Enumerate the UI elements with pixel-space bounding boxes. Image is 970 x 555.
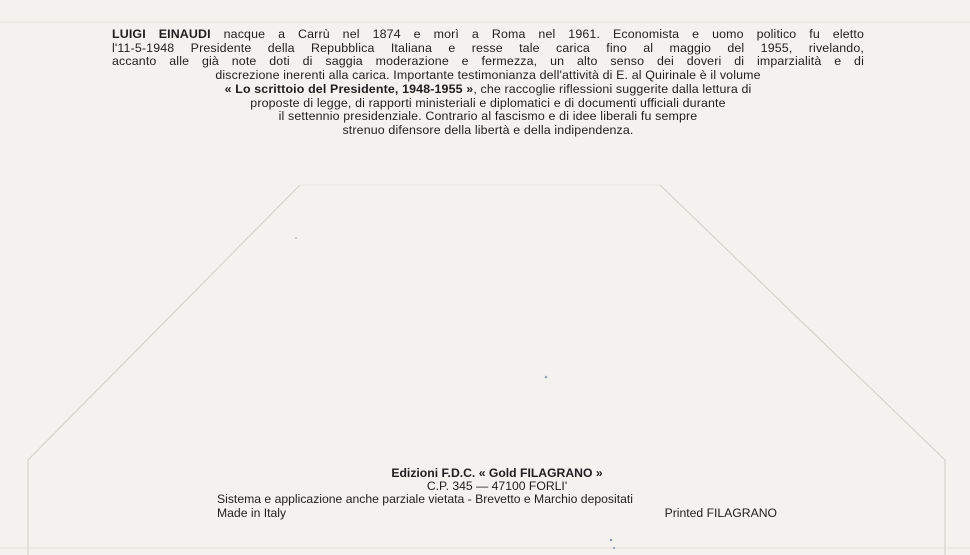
bio-line-6: proposte di legge, di rapporti ministeriali e diplomatici e di documenti ufficiali durante <box>250 95 726 110</box>
bio-line-4: discrezione inerenti alla carica. Importante testimonianza dell'attività di E. al Quirinale è il volume <box>215 68 761 83</box>
printed-by: Printed FILAGRANO <box>664 505 777 520</box>
bio-line-3: accanto alle già note doti di saggia moderazione e fermezza, un alto senso dei doveri di imparzialità e di <box>112 54 864 69</box>
origin-row <box>217 507 777 520</box>
bio-name: LUIGI EINAUDI <box>112 27 211 41</box>
bio-line-5: « Lo scrittoio del Presidente, 1948-1955 », che raccoglie riflessioni suggerite dalla lettura di <box>224 81 752 96</box>
biography-text <box>112 28 864 138</box>
bio-line-1: LUIGI EINAUDI nacque a Carrù nel 1874 e morì a Roma nel 1961. Economista e uomo politico fu eletto <box>112 27 865 41</box>
bio-line-2: l'11-5-1948 Presidente della Repubblica Italiana e resse tale carica fino al maggio del 1955, rivelando, <box>112 40 864 55</box>
book-title: « Lo scrittoio del Presidente, 1948-1955 » <box>224 81 474 96</box>
bio-line-7: il settennio presidenziale. Contrario al fascismo e di idee liberali fu sempre <box>278 109 698 124</box>
patent-notice: Sistema e applicazione anche parziale vietata - Brevetto e Marchio depositati <box>217 492 633 507</box>
publisher-address: C.P. 345 — 47100 FORLI' <box>426 479 568 494</box>
patent-notice-row <box>217 493 777 506</box>
publisher-imprint <box>217 467 777 520</box>
bio-line-8: strenuo difensore della libertà e della indipendenza. <box>342 122 634 137</box>
made-in-italy: Made in Italy <box>217 505 287 520</box>
publisher-name: Edizioni F.D.C. « Gold FILAGRANO » <box>391 466 603 480</box>
